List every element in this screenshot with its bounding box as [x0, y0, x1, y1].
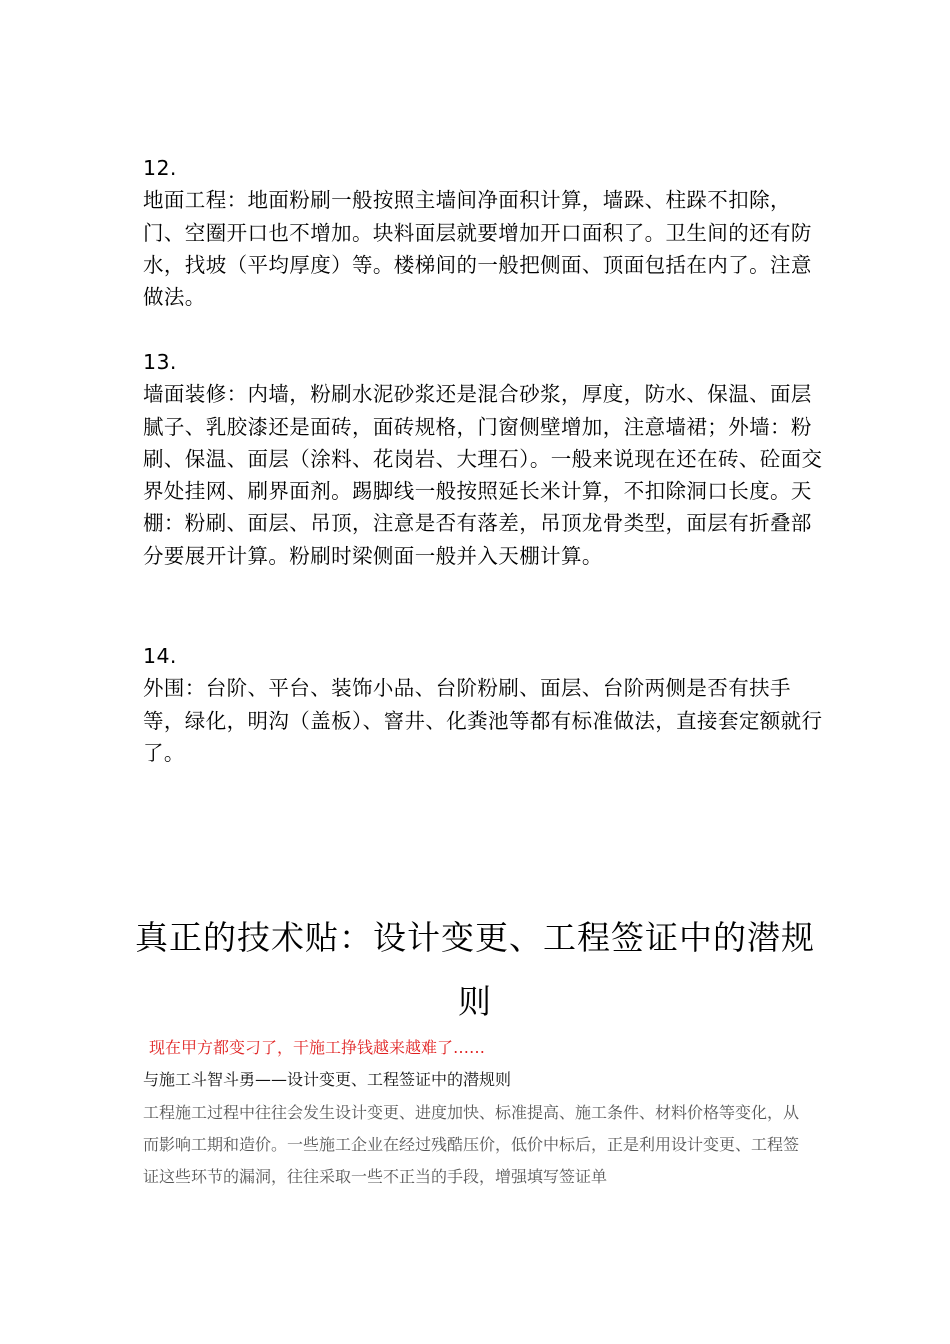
section-number: 13. [143, 350, 177, 374]
section-number: 12. [143, 156, 177, 180]
section-paragraph: 墙面装修：内墙，粉刷水泥砂浆还是混合砂浆，厚度，防水、保温、面层腻子、乳胶漆还是面砖，面砖规格，门窗侧壁增加，注意墙裙；外墙：粉刷、保温、面层（涂料、花岗岩、大理石）。一般来说现在还在砖、砼面交界处挂网、刷界面剂。踢脚线一般按照延长米计算，不扣除洞口长度。天棚：粉刷、面层、吊顶，注意是否有落差，吊顶龙骨类型，面层有折叠部分要展开计算。粉刷时梁侧面一般并入天棚计算。 [143, 382, 823, 568]
article-lead: 现在甲方都变刁了，干施工挣钱越来越难了…… [149, 1038, 486, 1057]
section-14 [143, 640, 823, 769]
article-body: 工程施工过程中往往会发生设计变更、进度加快、标准提高、施工条件、材料价格等变化，从而影响工期和造价。一些施工企业在经过残酷压价，低价中标后，正是利用设计变更、工程签证这些环节的漏洞，往往采取一些不正当的手段，增强填写签证单 [143, 1103, 800, 1186]
section-13 [143, 346, 823, 572]
section-12 [143, 152, 823, 313]
section-paragraph: 地面工程：地面粉刷一般按照主墙间净面积计算，墙跺、柱跺不扣除，门、空圈开口也不增加。块料面层就要增加开口面积了。卫生间的还有防水，找坡（平均厚度）等。楼梯间的一般把侧面、顶面包括在内了。注意做法。 [143, 188, 812, 310]
section-paragraph: 外围：台阶、平台、装饰小品、台阶粉刷、面层、台阶两侧是否有扶手等，绿化，明沟（盖板）、窨井、化粪池等都有标准做法，直接套定额就行了。 [143, 676, 823, 765]
section-number: 14. [143, 644, 177, 668]
article-subheading: 与施工斗智斗勇——设计变更、工程签证中的潜规则 [143, 1070, 512, 1089]
article-title: 真正的技术贴：设计变更、工程签证中的潜规则 [135, 918, 815, 1021]
